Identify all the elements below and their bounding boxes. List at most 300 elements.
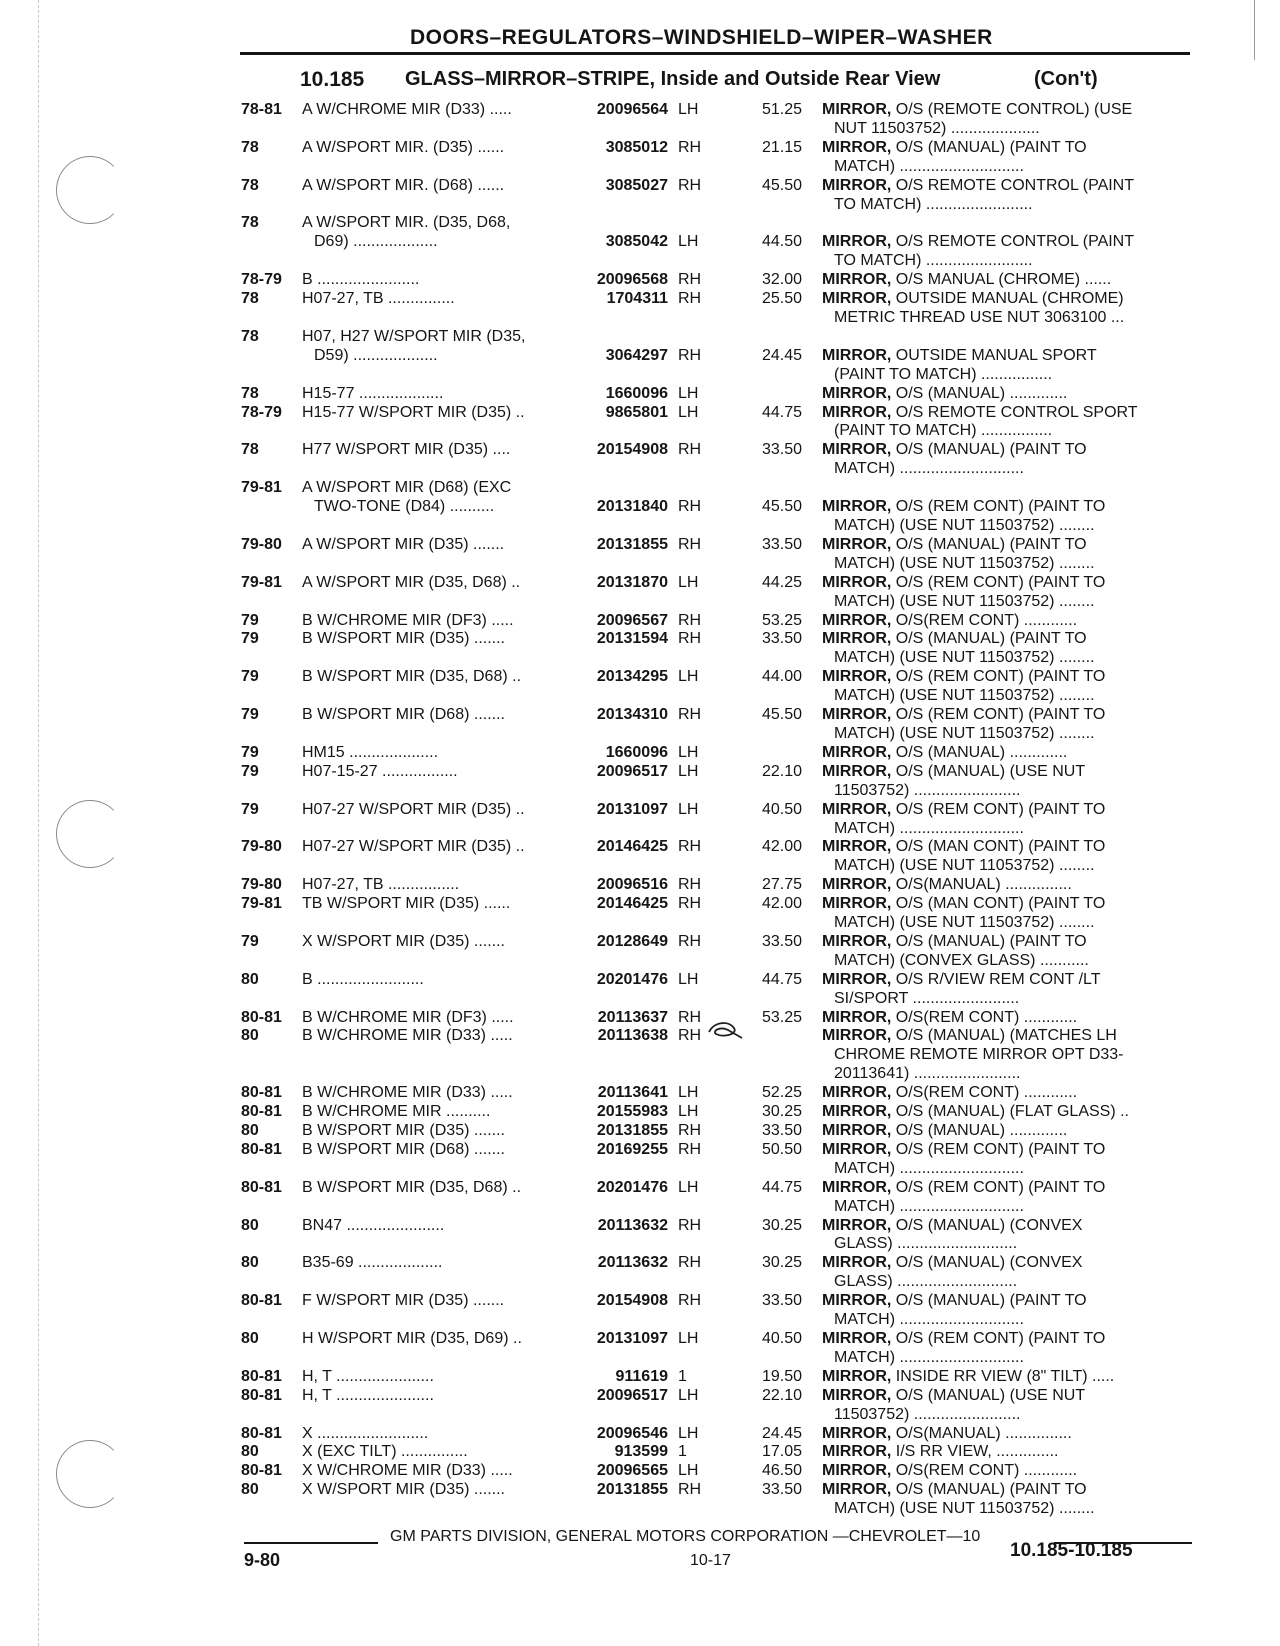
cell-price: 44.25	[761, 573, 802, 591]
cell-side: 1	[678, 1443, 687, 1461]
cell-model: B W/SPORT MIR (D68) .......	[302, 1140, 505, 1158]
cell-price: 46.50	[761, 1462, 802, 1480]
description-rest: O/S(MANUAL) ...............	[891, 876, 1072, 894]
cell-description	[822, 1329, 1190, 1348]
cell-side: LH	[678, 403, 699, 421]
description-keyword: MIRROR,	[822, 1386, 892, 1404]
table-row	[0, 516, 1280, 535]
cell-description	[822, 1480, 1190, 1499]
table-row	[0, 724, 1280, 743]
cell-description	[822, 970, 1190, 989]
cell-year: 79	[241, 706, 259, 723]
cell-year: 78	[241, 214, 259, 232]
cell-part-number: 20131594	[596, 630, 668, 648]
table-row	[0, 1197, 1280, 1216]
cell-model: A W/SPORT MIR (D68) (EXC	[302, 479, 512, 497]
cell-part-number: 20096517	[596, 1386, 668, 1404]
cell-side: LH	[678, 1329, 699, 1347]
description-rest: O/S(REM CONT) ............	[891, 1084, 1078, 1102]
cell-year: 78-79	[241, 271, 282, 289]
cell-year: 80	[241, 970, 259, 988]
description-rest: O/S (REM CONT) (PAINT TO	[891, 800, 1106, 818]
cell-year: 78	[241, 327, 259, 345]
cell-description	[822, 762, 1190, 781]
cell-year: 78	[241, 384, 259, 402]
cell-description	[822, 440, 1190, 459]
cell-price: 33.50	[761, 932, 802, 950]
cell-side: RH	[678, 1292, 702, 1310]
table-row	[0, 1442, 1280, 1461]
cell-part-number: 911619	[615, 1367, 668, 1385]
cell-part-number: 20131097	[596, 1329, 668, 1347]
description-keyword: MIRROR,	[822, 441, 892, 459]
description-rest: O/S (REM CONT) (PAINT TO	[891, 668, 1106, 686]
description-rest: O/S (MANUAL) (PAINT TO	[891, 441, 1087, 459]
cell-description: MATCH) (USE NUT 11503752) ........	[834, 724, 1095, 742]
cell-part-number: 20131855	[596, 1122, 668, 1139]
cell-side: LH	[678, 762, 699, 780]
cell-description: CHROME REMOTE MIRROR OPT D33-	[834, 1046, 1124, 1064]
table-row	[0, 213, 1280, 232]
cell-year: 79	[241, 630, 259, 648]
description-rest: O/S (MANUAL) (CONVEX	[891, 1216, 1083, 1234]
cell-model: HM15 ....................	[302, 743, 439, 761]
cell-description	[822, 894, 1190, 913]
cell-part-number: 20096517	[596, 762, 668, 780]
cell-year: 80-81	[241, 1292, 282, 1310]
cell-price: 33.50	[761, 1292, 802, 1310]
cell-description: GLASS) ...........................	[834, 1273, 1018, 1291]
cell-part-number: 9865801	[605, 403, 668, 421]
cell-year: 80-81	[241, 1367, 282, 1385]
cell-part-number: 20155983	[596, 1103, 668, 1121]
cell-year: 78	[241, 176, 259, 194]
description-keyword: MIRROR,	[822, 1122, 892, 1139]
cell-model: D59) ...................	[314, 346, 438, 364]
cell-part-number: 20154908	[596, 1292, 668, 1310]
description-keyword: MIRROR,	[822, 1481, 892, 1499]
description-rest: O/S (MANUAL) .............	[891, 1122, 1068, 1139]
cell-side: RH	[678, 611, 702, 629]
description-keyword: MIRROR,	[822, 346, 892, 364]
description-rest: O/S REMOTE CONTROL (PAINT	[891, 176, 1135, 194]
table-row	[0, 762, 1280, 781]
cell-price: 42.00	[761, 838, 802, 856]
page-header-title: DOORS–REGULATORS–WINDSHIELD–WIPER–WASHER	[410, 26, 993, 49]
cell-description	[822, 705, 1190, 724]
cell-year: 79	[241, 611, 259, 629]
cell-part-number: 20113637	[597, 1008, 668, 1026]
cell-price: 44.75	[761, 403, 802, 421]
table-row	[0, 743, 1280, 762]
description-rest: I/S RR VIEW, ..............	[891, 1443, 1059, 1461]
header-rule	[240, 52, 1190, 55]
cell-year: 79	[241, 668, 259, 686]
cell-model: B W/CHROME MIR (DF3) .....	[302, 611, 514, 629]
cell-side: RH	[678, 346, 702, 364]
cell-year: 79-81	[241, 895, 282, 913]
description-rest: O/S (REMOTE CONTROL) (USE	[891, 101, 1133, 118]
cell-model: A W/SPORT MIR (D35, D68) ..	[302, 573, 521, 591]
footer-publisher: GM PARTS DIVISION, GENERAL MOTORS CORPORATION —CHEVROLET—10	[390, 1528, 981, 1545]
cell-part-number: 20146425	[596, 895, 668, 913]
cell-model: X W/CHROME MIR (D33) .....	[302, 1462, 513, 1480]
cell-part-number: 20096568	[596, 271, 668, 289]
description-rest: O/S R/VIEW REM CONT /LT	[891, 970, 1101, 988]
cell-side: LH	[678, 1462, 699, 1480]
table-row	[0, 629, 1280, 648]
description-keyword: MIRROR,	[822, 290, 892, 308]
table-row	[0, 459, 1280, 478]
cell-description	[822, 232, 1190, 251]
cell-model: B35-69 ...................	[302, 1254, 443, 1272]
cell-side: LH	[678, 1424, 699, 1442]
table-row	[0, 1386, 1280, 1405]
cell-year: 79	[241, 762, 259, 780]
description-keyword: MIRROR,	[822, 876, 892, 894]
table-row	[0, 989, 1280, 1008]
table-row	[0, 894, 1280, 913]
cell-price: 24.45	[761, 1424, 802, 1442]
description-rest: O/S (REM CONT) (PAINT TO	[891, 1178, 1106, 1196]
cell-description	[822, 138, 1190, 157]
cell-year: 79-81	[241, 479, 282, 497]
description-rest: O/S (MANUAL) (MATCHES LH	[891, 1027, 1117, 1045]
cell-model: H77 W/SPORT MIR (D35) ....	[302, 441, 511, 459]
description-keyword: MIRROR,	[822, 1103, 892, 1121]
description-keyword: MIRROR,	[822, 762, 892, 780]
table-row	[0, 592, 1280, 611]
cell-part-number: 20096567	[596, 611, 668, 629]
cell-price: 33.50	[761, 630, 802, 648]
table-row	[0, 100, 1280, 119]
cell-side: LH	[678, 101, 699, 118]
description-keyword: MIRROR,	[822, 271, 892, 289]
cell-year: 79-80	[241, 838, 282, 856]
table-row	[0, 800, 1280, 819]
cell-description	[822, 1121, 1190, 1140]
cell-year: 80-81	[241, 1103, 282, 1121]
cell-part-number: 20113638	[597, 1027, 668, 1045]
cell-model: F W/SPORT MIR (D35) .......	[302, 1292, 505, 1310]
cell-model: X .........................	[302, 1424, 429, 1442]
description-rest: O/S (MANUAL) (PAINT TO	[891, 138, 1087, 156]
description-rest: O/S(REM CONT) ............	[891, 1008, 1078, 1026]
cell-part-number: 3085012	[605, 138, 668, 156]
cell-description	[822, 1102, 1190, 1121]
cell-description: 11503752) ........................	[834, 781, 1021, 799]
cell-year: 80-81	[241, 1140, 282, 1158]
cell-model: H15-77 ...................	[302, 384, 444, 402]
description-keyword: MIRROR,	[822, 895, 892, 913]
description-keyword: MIRROR,	[822, 1254, 892, 1272]
description-keyword: MIRROR,	[822, 233, 892, 251]
cell-description: SI/SPORT ........................	[834, 989, 1020, 1007]
description-keyword: MIRROR,	[822, 1027, 892, 1045]
cell-price: 40.50	[761, 800, 802, 818]
cell-price: 40.50	[761, 1329, 802, 1347]
table-row	[0, 232, 1280, 251]
table-row	[0, 1424, 1280, 1443]
cell-price: 45.50	[761, 176, 802, 194]
cell-description: MATCH) ............................	[834, 460, 1024, 478]
cell-model: D69) ...................	[314, 233, 438, 251]
cell-side: RH	[678, 1122, 702, 1139]
description-keyword: MIRROR,	[822, 1178, 892, 1196]
description-keyword: MIRROR,	[822, 403, 892, 421]
cell-side: RH	[678, 535, 702, 553]
cell-description	[822, 611, 1190, 630]
table-row	[0, 573, 1280, 592]
table-row	[0, 1329, 1280, 1348]
cell-side: RH	[678, 1008, 702, 1026]
description-keyword: MIRROR,	[822, 1084, 892, 1102]
footer-rule-left	[244, 1542, 378, 1544]
cell-description: MATCH) ............................	[834, 1348, 1024, 1366]
cell-description	[822, 384, 1190, 403]
cell-description: MATCH) (USE NUT 11503752) ........	[834, 687, 1095, 705]
cell-year: 80	[241, 1027, 259, 1045]
description-keyword: MIRROR,	[822, 1008, 892, 1026]
cell-year: 78-79	[241, 403, 282, 421]
cell-model: H, T ......................	[302, 1386, 434, 1404]
description-rest: O/S (MANUAL) .............	[891, 384, 1068, 402]
cell-part-number: 1704311	[606, 290, 668, 308]
cell-year: 79	[241, 743, 259, 761]
cell-part-number: 20154908	[596, 441, 668, 459]
cell-year: 80	[241, 1216, 259, 1234]
description-keyword: MIRROR,	[822, 1140, 892, 1158]
table-row	[0, 819, 1280, 838]
table-row	[0, 289, 1280, 308]
cell-description	[822, 932, 1190, 951]
table-row	[0, 1461, 1280, 1480]
page-edge-line	[1254, 0, 1255, 60]
cell-year: 79-80	[241, 876, 282, 894]
cell-part-number: 1660096	[605, 384, 668, 402]
cell-description: MATCH) ............................	[834, 1197, 1024, 1215]
table-row	[0, 270, 1280, 289]
cell-side: LH	[678, 1103, 699, 1121]
cell-side: RH	[678, 1481, 702, 1499]
cell-part-number: 20134295	[596, 668, 668, 686]
cell-part-number: 913599	[614, 1443, 668, 1461]
cell-description	[822, 346, 1190, 365]
cell-model: B ........................	[302, 970, 424, 988]
cell-description	[822, 176, 1190, 195]
cell-model: X (EXC TILT) ...............	[302, 1443, 468, 1461]
cell-model: TB W/SPORT MIR (D35) ......	[302, 895, 511, 913]
description-keyword: MIRROR,	[822, 535, 892, 553]
cell-price: 50.50	[761, 1140, 802, 1158]
table-row	[0, 648, 1280, 667]
cell-part-number: 20113641	[597, 1084, 668, 1102]
description-keyword: MIRROR,	[822, 800, 892, 818]
cell-description	[822, 800, 1190, 819]
cell-model: B .......................	[302, 271, 420, 289]
cell-description: MATCH) (USE NUT 11503752) ........	[834, 649, 1095, 667]
cell-part-number: 20201476	[596, 1178, 668, 1196]
cell-price: 33.50	[761, 535, 802, 553]
description-keyword: MIRROR,	[822, 138, 892, 156]
description-rest: O/S(MANUAL) ...............	[891, 1424, 1072, 1442]
description-rest: O/S (MANUAL) (PAINT TO	[891, 535, 1087, 553]
description-rest: O/S (MAN CONT) (PAINT TO	[891, 838, 1106, 856]
cell-side: RH	[678, 876, 702, 894]
description-keyword: MIRROR,	[822, 384, 892, 402]
table-row	[0, 195, 1280, 214]
description-keyword: MIRROR,	[822, 1329, 892, 1347]
cell-side: RH	[678, 498, 702, 515]
cell-year: 80-81	[241, 1424, 282, 1442]
cell-price: 30.25	[761, 1103, 802, 1121]
cell-side: LH	[678, 743, 699, 761]
cell-side: RH	[678, 932, 702, 950]
description-rest: O/S REMOTE CONTROL (PAINT	[891, 233, 1135, 251]
cell-description	[822, 1424, 1190, 1443]
table-row	[0, 611, 1280, 630]
cell-side: RH	[678, 138, 702, 156]
description-rest: INSIDE RR VIEW (8" TILT) .....	[891, 1367, 1115, 1385]
cell-description: MATCH) ............................	[834, 157, 1024, 175]
description-rest: O/S(REM CONT) ............	[891, 611, 1078, 629]
table-row	[0, 1008, 1280, 1027]
cell-description: 11503752) ........................	[834, 1405, 1021, 1423]
footer-page-number: 10-17	[690, 1552, 731, 1569]
cell-part-number: 20113632	[597, 1216, 668, 1234]
cell-description	[822, 1442, 1190, 1461]
cell-year: 79	[241, 800, 259, 818]
cell-side: RH	[678, 271, 702, 289]
cell-description	[822, 1140, 1190, 1159]
description-rest: O/S (MANUAL) (PAINT TO	[891, 1481, 1087, 1499]
table-row	[0, 1253, 1280, 1272]
table-row	[0, 1216, 1280, 1235]
table-row	[0, 970, 1280, 989]
table-row	[0, 875, 1280, 894]
cell-year: 80-81	[241, 1008, 282, 1026]
description-rest: O/S MANUAL (CHROME) ......	[891, 271, 1112, 289]
cell-price: 33.50	[761, 441, 802, 459]
description-rest: O/S (MANUAL) (CONVEX	[891, 1254, 1083, 1272]
cell-part-number: 20131840	[596, 498, 668, 515]
cell-model: H W/SPORT MIR (D35, D69) ..	[302, 1329, 522, 1347]
table-row	[0, 119, 1280, 138]
cell-description	[822, 535, 1190, 554]
cell-side: RH	[678, 1140, 702, 1158]
cell-side: LH	[678, 1178, 699, 1196]
cell-price: 42.00	[761, 895, 802, 913]
table-row	[0, 327, 1280, 346]
cell-model: B W/SPORT MIR (D35, D68) ..	[302, 1178, 522, 1196]
cell-part-number: 20128649	[596, 932, 668, 950]
cell-price: 51.25	[761, 101, 802, 118]
cell-part-number: 20113632	[597, 1254, 668, 1272]
cell-model: B W/CHROME MIR (D33) .....	[302, 1084, 513, 1102]
table-row	[0, 837, 1280, 856]
cell-part-number: 20169255	[596, 1140, 668, 1158]
section-continued: (Con't)	[1034, 68, 1098, 90]
table-row	[0, 1140, 1280, 1159]
cell-part-number: 20201476	[596, 970, 668, 988]
cell-part-number: 20096564	[596, 101, 668, 118]
footer-section-range: 10.185-10.185	[1010, 1540, 1133, 1561]
cell-price: 45.50	[761, 498, 802, 515]
cell-year: 78-81	[241, 101, 282, 118]
description-keyword: MIRROR,	[822, 101, 892, 118]
cell-model: B W/SPORT MIR (D35) .......	[302, 630, 505, 648]
cell-price: 22.10	[761, 762, 802, 780]
description-keyword: MIRROR,	[822, 1292, 892, 1310]
cell-model: H07-15-27 .................	[302, 762, 458, 780]
table-row	[0, 1310, 1280, 1329]
cell-side: RH	[678, 1254, 702, 1272]
cell-price: 44.00	[761, 668, 802, 686]
cell-price: 25.50	[761, 290, 802, 308]
footer-date: 9-80	[244, 1550, 281, 1570]
table-row	[0, 913, 1280, 932]
description-keyword: MIRROR,	[822, 1216, 892, 1234]
cell-model: H, T ......................	[302, 1367, 434, 1385]
cell-description	[822, 667, 1190, 686]
cell-year: 80-81	[241, 1462, 282, 1480]
cell-price: 53.25	[761, 611, 802, 629]
cell-description	[822, 629, 1190, 648]
cell-model: H07-27, TB ................	[302, 876, 460, 894]
table-row	[0, 1045, 1280, 1064]
cell-year: 79-80	[241, 535, 282, 553]
description-rest: O/S (MANUAL) (USE NUT	[891, 762, 1086, 780]
cell-description	[822, 1216, 1190, 1235]
cell-model: A W/SPORT MIR (D35) .......	[302, 535, 505, 553]
cell-description	[822, 289, 1190, 308]
description-rest: O/S (MANUAL) (FLAT GLASS) ..	[891, 1103, 1129, 1121]
cell-model: X W/SPORT MIR (D35) .......	[302, 1481, 505, 1499]
cell-side: RH	[678, 838, 702, 856]
cell-part-number: 20146425	[596, 838, 668, 856]
table-row	[0, 421, 1280, 440]
cell-model: B W/SPORT MIR (D35, D68) ..	[302, 668, 522, 686]
cell-price: 21.15	[761, 138, 802, 156]
cell-side: LH	[678, 800, 699, 818]
cell-price: 45.50	[761, 706, 802, 723]
description-rest: O/S (REM CONT) (PAINT TO	[891, 1329, 1106, 1347]
cell-description: MATCH) (USE NUT 11503752) ........	[834, 554, 1095, 572]
cell-price: 44.75	[761, 970, 802, 988]
cell-description: MATCH) (USE NUT 11503752) ........	[834, 516, 1095, 534]
cell-price: 53.25	[761, 1008, 802, 1026]
cell-model: B W/CHROME MIR (D33) .....	[302, 1027, 513, 1045]
table-row	[0, 535, 1280, 554]
cell-price: 19.50	[761, 1367, 802, 1385]
cell-description	[822, 573, 1190, 592]
description-rest: O/S (REM CONT) (PAINT TO	[891, 573, 1106, 591]
table-row	[0, 951, 1280, 970]
cell-description: MATCH) (CONVEX GLASS) ...........	[834, 951, 1089, 969]
cell-side: LH	[678, 970, 699, 988]
cell-description: METRIC THREAD USE NUT 3063100 ...	[834, 309, 1125, 326]
cell-part-number: 20131855	[596, 535, 668, 553]
cell-side: LH	[678, 1386, 699, 1404]
handwritten-mark-icon	[706, 1018, 746, 1042]
cell-description: (PAINT TO MATCH) ................	[834, 422, 1053, 440]
section-title: GLASS–MIRROR–STRIPE, Inside and Outside Rear View	[405, 68, 941, 90]
table-row	[0, 1291, 1280, 1310]
description-keyword: MIRROR,	[822, 498, 892, 515]
cell-description: MATCH) ............................	[834, 1159, 1024, 1177]
cell-description: 20113641) ........................	[834, 1065, 1021, 1083]
cell-description	[822, 1178, 1190, 1197]
